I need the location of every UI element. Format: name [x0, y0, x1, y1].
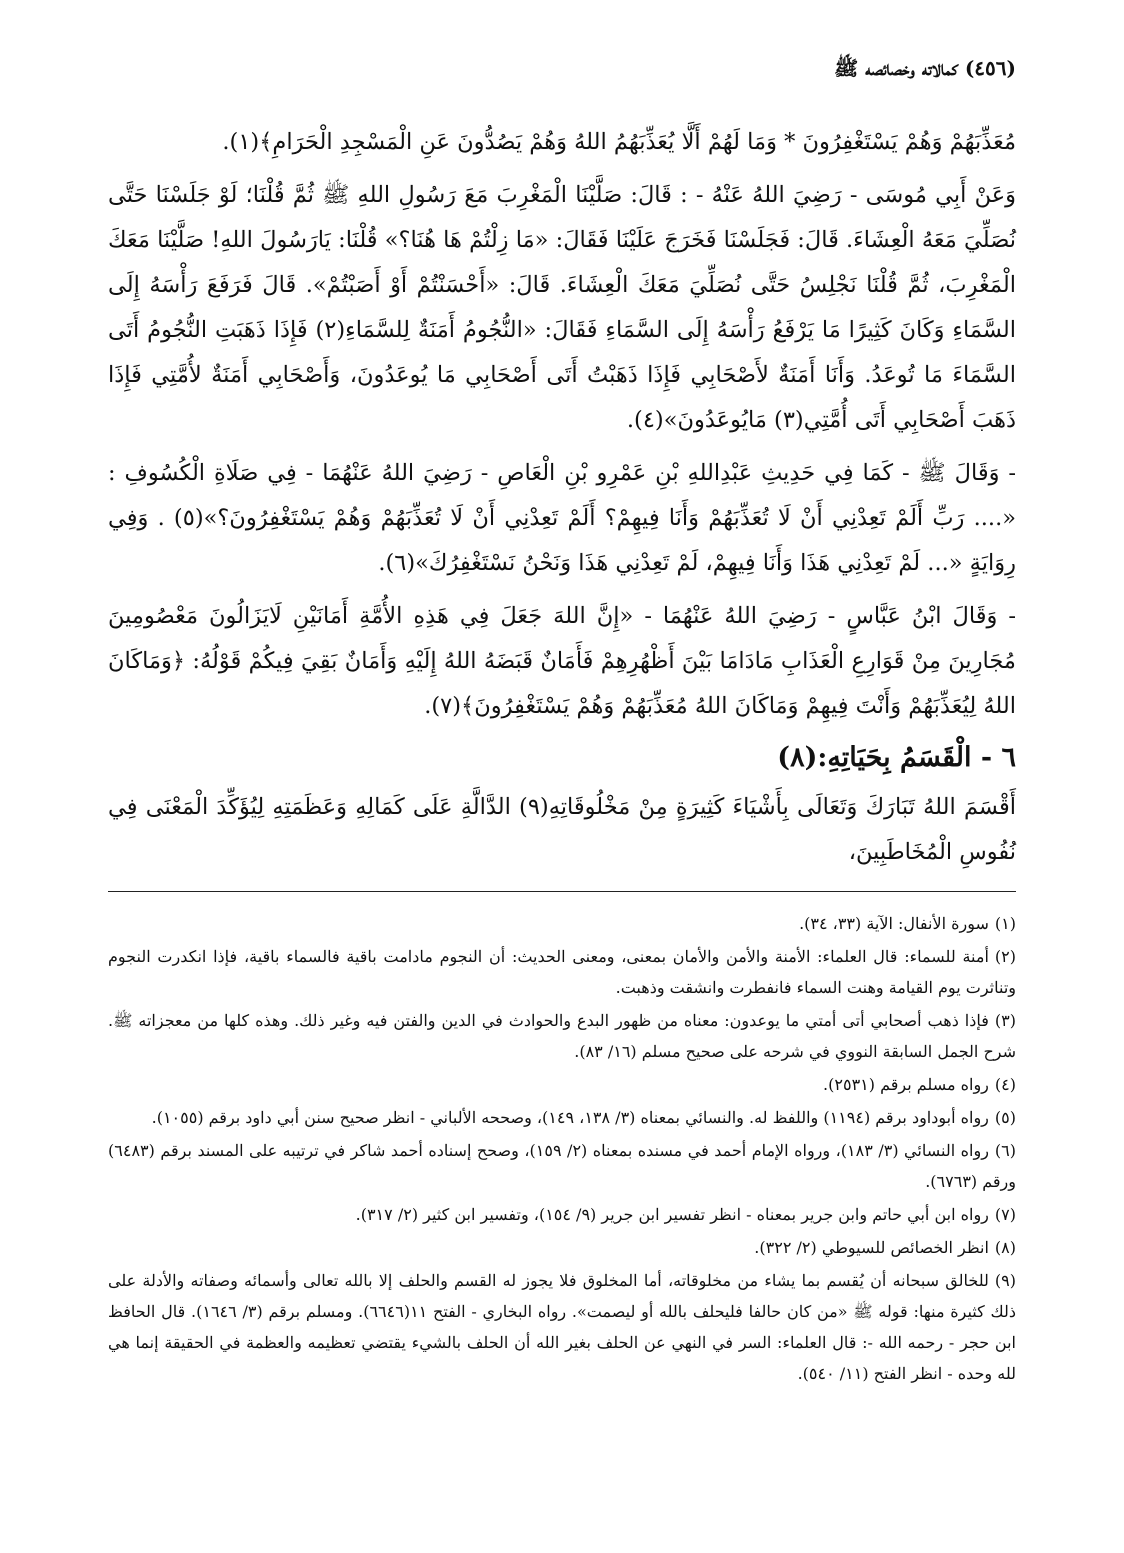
footnote-number: (١) — [994, 914, 1016, 933]
section-heading: ٦ - الْقَسَمُ بِحَيَاتِهِ:(٨) — [777, 742, 1016, 773]
footnote-separator — [108, 891, 1016, 892]
footnote — [108, 1005, 1016, 1067]
footnote-number: (٣) — [994, 1011, 1016, 1030]
body-paragraph: - وَقَالَ ﷺ - كَمَا فِي حَدِيثِ عَبْدِاللهِ بْنِ عَمْرِو بْنِ الْعَاصِ - رَضِيَ اللهُ عَنْهُمَا - فِي صَلَاةِ الْكُسُوفِ : «.... رَبِّ أَلَمْ تَعِدْنِي أَنْ لَا تُعَذِّبَهُمْ وَأَنَا فِيهِمْ؟ أَلَمْ تَعِدْنِي أَنْ لَا تُعَذِّبَهُمْ وَهُمْ يَسْتَغْفِرُونَ؟»(٥) . وَفِي رِوَايَةٍ «... لَمْ تَعِدْنِي هَذَا وَأَنَا فِيهِمْ، لَمْ تَعِدْنِي هَذَا وَنَحْنُ نَسْتَغْفِرُكَ»(٦). — [108, 460, 1016, 576]
footnote-number: (٧) — [994, 1205, 1016, 1224]
footnote-text: فإذا ذهب أصحابي أتى أمتي ما يوعدون: معناه من ظهور البدع والحوادث في الدين والفتن فيه وغير ذلك. وهذه كلها من معجزاته ﷺ. شرح الجمل السابقة النووي في شرحه على صحيح مسلم (١٦/ ٨٣). — [108, 1011, 1016, 1061]
footnote-number: (٩) — [994, 1271, 1016, 1290]
footnote — [108, 1135, 1016, 1197]
footnote-text: رواه ابن أبي حاتم وابن جرير بمعناه - انظر تفسير ابن جرير (٩/ ١٥٤)، وتفسير ابن كثير (٢/ ٣١٧). — [355, 1205, 989, 1224]
footnote — [108, 941, 1016, 1003]
footnote-text: رواه أبوداود برقم (١١٩٤) واللفظ له. والنسائي بمعناه (٣/ ١٣٨، ١٤٩)، وصححه الألباني - انظر صحيح سنن أبي داود برقم (١٠٥٥). — [151, 1108, 989, 1127]
footnote — [108, 1102, 1016, 1133]
body-paragraph: وَعَنْ أَبِي مُوسَى - رَضِيَ اللهُ عَنْهُ - : قَالَ: صَلَّيْنَا الْمَغْرِبَ مَعَ رَسُولِ اللهِ ﷺ ثُمَّ قُلْنَا؛ لَوْ جَلَسْنَا حَتَّى نُصَلِّيَ مَعَهُ الْعِشَاءَ. قَالَ: فَجَلَسْنَا فَخَرَجَ عَلَيْنَا فَقَالَ: «مَا زِلْتُمْ هَا هُنَا؟» قُلْنَا: يَارَسُولَ اللهِ! صَلَّيْنَا مَعَكَ الْمَغْرِبَ، ثُمَّ قُلْنَا نَجْلِسُ حَتَّى نُصَلِّيَ مَعَكَ الْعِشَاءَ. قَالَ: «أَحْسَنْتُمْ أَوْ أَصَبْتُمْ». قَالَ فَرَفَعَ رَأْسَهُ إِلَى السَّمَاءِ وَكَانَ كَثِيرًا مَا يَرْفَعُ رَأْسَهُ إِلَى السَّمَاءِ فَقَالَ: «النُّجُومُ أَمَنَةٌ لِلسَّمَاءِ(٢) فَإِذَا ذَهَبَتِ النُّجُومُ أَتَى السَّمَاءَ مَا تُوعَدُ. وَأَنَا أَمَنَةٌ لأَصْحَابِي فَإِذَا ذَهَبْتُ أَتَى أَصْحَابِي مَا يُوعَدُونَ، وَأَصْحَابِي أَمَنَةٌ لأُمَّتِي فَإِذَا ذَهَبَ أَصْحَابِي أَتَى أُمَّتِي(٣) مَايُوعَدُونَ»(٤). — [108, 182, 1017, 433]
footnote-number: (٤) — [994, 1075, 1016, 1094]
footnote-number: (٥) — [994, 1108, 1016, 1127]
body-paragraph: - وَقَالَ ابْنُ عَبَّاسٍ - رَضِيَ اللهُ عَنْهُمَا - «إِنَّ اللهَ جَعَلَ فِي هَذِهِ الأُمَّةِ أَمَانَيْنِ لَايَزَالُونَ مَعْصُومِينَ مُجَارِينَ مِنْ قَوَارِعِ الْعَذَابِ مَادَامَا بَيْنَ أَظْهُرِهِمْ فَأَمَانٌ قَبَضَهُ اللهُ إِلَيْهِ وَأَمَانٌ بَقِيَ فِيكُمْ قَوْلُهُ: ﴿وَمَاكَانَ اللهُ لِيُعَذِّبَهُمْ وَأَنْتَ فِيهِمْ وَمَاكَانَ اللهُ مُعَذِّبَهُمْ وَهُمْ يَسْتَغْفِرُونَ﴾(٧). — [108, 603, 1016, 719]
footnote-number: (٢) — [994, 947, 1016, 966]
footnote-text: رواه مسلم برقم (٢٥٣١). — [823, 1075, 989, 1094]
footnote — [108, 1232, 1016, 1263]
body-paragraph: أَقْسَمَ اللهُ تَبَارَكَ وَتَعَالَى بِأَشْيَاءَ كَثِيرَةٍ مِنْ مَخْلُوقَاتِهِ(٩) الدَّالَّةِ عَلَى كَمَالِهِ وَعَظَمَتِهِ لِيُؤَكِّدَ الْمَعْنَى فِي نُفُوسِ الْمُخَاطَبِينَ، — [108, 794, 1016, 865]
page-header: (٤٥٦) كمالاته وخصائصه ﷺ — [834, 56, 1016, 80]
footnote — [108, 1199, 1016, 1230]
footnote-text: للخالق سبحانه أن يُقسم بما يشاء من مخلوقاته، أما المخلوق فلا يجوز له القسم والحلف إلا بالله تعالى وأسمائه وصفاته والأدلة على ذلك كثيرة منها: قوله ﷺ «من كان حالفا فليحلف بالله أو ليصمت». رواه البخاري - الفتح ١١(٦٦٤٦). ومسلم برقم (٣/ ١٦٤٦). قال الحافظ ابن حجر - رحمه الله -: قال العلماء: السر في النهي عن الحلف بغير الله أن الحلف بالشيء يقتضي تعظيمه والعظمة في الحقيقة إنما هي لله وحده - انظر الفتح (١١/ ٥٤٠). — [108, 1271, 1016, 1383]
footnote — [108, 1069, 1016, 1100]
footnote-text: رواه النسائي (٣/ ١٨٣)، ورواه الإمام أحمد في مسنده بمعناه (٢/ ١٥٩)، وصحح إسناده أحمد شاكر في ترتيبه على المسند برقم (٦٤٨٣) ورقم (٦٧٦٣). — [108, 1141, 1016, 1191]
footnote-text: سورة الأنفال: الآية (٣٣، ٣٤). — [799, 914, 989, 933]
footnote-number: (٨) — [994, 1238, 1016, 1257]
footnote-number: (٦) — [994, 1141, 1017, 1160]
footnote-text: انظر الخصائص للسيوطي (٢/ ٣٢٢). — [754, 1238, 989, 1257]
main-text — [108, 120, 1016, 883]
footnote — [108, 908, 1016, 939]
footnote-text: أمنة للسماء: قال العلماء: الأمنة والأمن والأمان بمعنى، ومعنى الحديث: أن النجوم مادامت باقية فالسماء باقية، فإذا انكدرت النجوم وتناثرت يوم القيامة وهنت السماء فانفطرت وانشقت وذهبت. — [108, 947, 1016, 997]
footnotes — [108, 908, 1016, 1391]
body-paragraph: مُعَذِّبَهُمْ وَهُمْ يَسْتَغْفِرُونَ * وَمَا لَهُمْ أَلَّا يُعَذِّبَهُمُ اللهُ وَهُمْ يَصُدُّونَ عَنِ الْمَسْجِدِ الْحَرَامِ﴾(١). — [222, 129, 1016, 155]
footnote — [108, 1265, 1016, 1389]
